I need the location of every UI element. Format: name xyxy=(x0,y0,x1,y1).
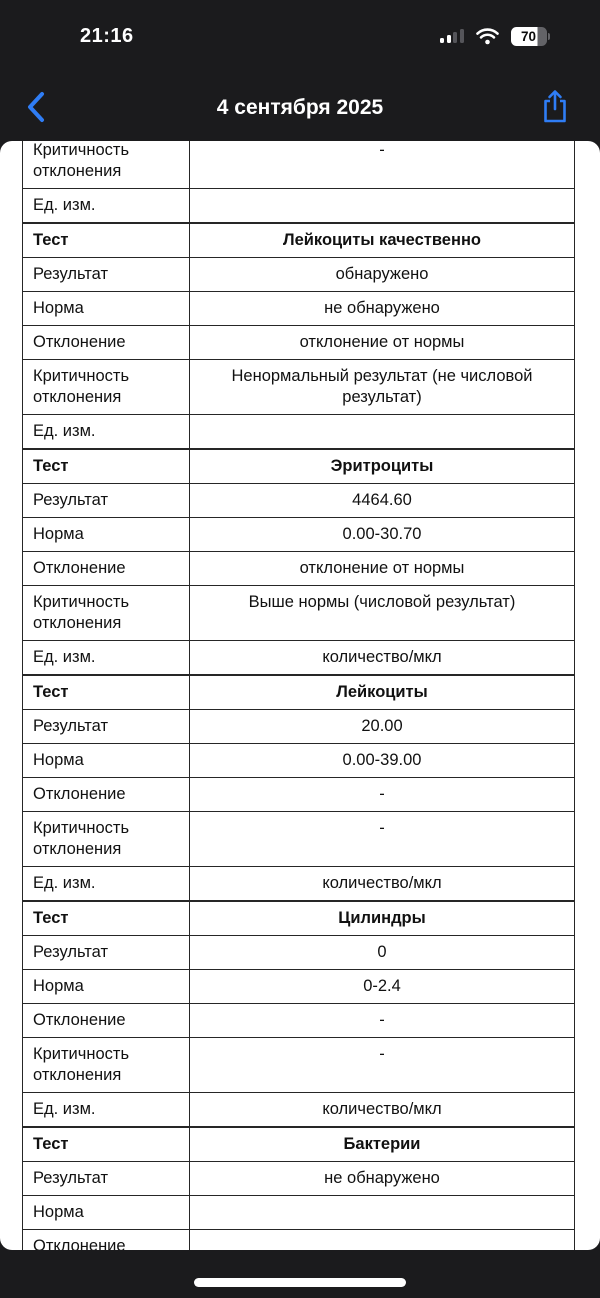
row-label: Отклонение xyxy=(23,778,190,812)
table-row xyxy=(23,360,575,415)
row-label: Результат xyxy=(23,936,190,970)
row-value: 0.00-39.00 xyxy=(190,744,575,778)
share-button[interactable] xyxy=(540,84,574,130)
table-row xyxy=(23,1127,575,1162)
row-value: обнаружено xyxy=(190,258,575,292)
row-value: - xyxy=(190,1038,575,1093)
row-value: 20.00 xyxy=(190,710,575,744)
row-label: Ед. изм. xyxy=(23,1093,190,1128)
row-value: отклонение от нормы xyxy=(190,326,575,360)
row-value: не обнаружено xyxy=(190,1162,575,1196)
table-row xyxy=(23,484,575,518)
table-row xyxy=(23,710,575,744)
table-row xyxy=(23,778,575,812)
row-label: Ед. изм. xyxy=(23,415,190,450)
home-indicator[interactable] xyxy=(194,1278,406,1287)
table-row xyxy=(23,641,575,676)
table-row xyxy=(23,189,575,224)
row-value: - xyxy=(190,1004,575,1038)
row-label: Отклонение xyxy=(23,326,190,360)
results-table xyxy=(22,141,575,1250)
row-label: Норма xyxy=(23,744,190,778)
row-value xyxy=(190,1230,575,1251)
table-row xyxy=(23,1004,575,1038)
table-row xyxy=(23,1162,575,1196)
row-label: Тест xyxy=(23,901,190,936)
row-label: Тест xyxy=(23,675,190,710)
row-label: Результат xyxy=(23,258,190,292)
row-label: Результат xyxy=(23,1162,190,1196)
status-bar xyxy=(0,0,600,64)
row-value: Ненормальный результат (не числовой результат) xyxy=(190,360,575,415)
table-row xyxy=(23,744,575,778)
row-label: Критичность отклонения xyxy=(23,360,190,415)
status-icons xyxy=(440,27,550,46)
row-label: Критичность отклонения xyxy=(23,586,190,641)
row-label: Норма xyxy=(23,970,190,1004)
chevron-left-icon xyxy=(26,90,46,124)
row-value: - xyxy=(190,778,575,812)
table-row xyxy=(23,1196,575,1230)
table-row xyxy=(23,552,575,586)
row-label: Отклонение xyxy=(23,1230,190,1251)
row-value: количество/мкл xyxy=(190,867,575,902)
battery-percent: 70 xyxy=(520,28,537,44)
table-row xyxy=(23,141,575,189)
table-row xyxy=(23,449,575,484)
table-row xyxy=(23,292,575,326)
table-row xyxy=(23,518,575,552)
table-row xyxy=(23,867,575,902)
row-label: Тест xyxy=(23,1127,190,1162)
row-label: Норма xyxy=(23,518,190,552)
table-row xyxy=(23,1230,575,1251)
table-row xyxy=(23,936,575,970)
table-row xyxy=(23,1038,575,1093)
row-value: 0-2.4 xyxy=(190,970,575,1004)
battery-icon xyxy=(511,27,551,46)
row-label: Отклонение xyxy=(23,1004,190,1038)
row-value xyxy=(190,189,575,224)
row-value: Выше нормы (числовой результат) xyxy=(190,586,575,641)
row-label: Отклонение xyxy=(23,552,190,586)
row-value: не обнаружено xyxy=(190,292,575,326)
row-label: Результат xyxy=(23,484,190,518)
row-value: Лейкоциты качественно xyxy=(190,223,575,258)
row-value: количество/мкл xyxy=(190,641,575,676)
row-value: - xyxy=(190,812,575,867)
row-label: Ед. изм. xyxy=(23,189,190,224)
back-button[interactable] xyxy=(26,84,60,130)
row-value xyxy=(190,1196,575,1230)
row-value: Лейкоциты xyxy=(190,675,575,710)
row-value: отклонение от нормы xyxy=(190,552,575,586)
table-row xyxy=(23,812,575,867)
row-value: Бактерии xyxy=(190,1127,575,1162)
table-row xyxy=(23,675,575,710)
row-value: количество/мкл xyxy=(190,1093,575,1128)
row-value: Цилиндры xyxy=(190,901,575,936)
table-row xyxy=(23,1093,575,1128)
table-row xyxy=(23,258,575,292)
table-row xyxy=(23,586,575,641)
row-value: 4464.60 xyxy=(190,484,575,518)
table-row xyxy=(23,970,575,1004)
table-row xyxy=(23,901,575,936)
page-title: 4 сентября 2025 xyxy=(216,96,384,119)
row-label: Ед. изм. xyxy=(23,867,190,902)
status-time: 21:16 xyxy=(80,24,134,47)
row-label: Ед. изм. xyxy=(23,641,190,676)
row-label: Критичность отклонения xyxy=(23,141,190,189)
cellular-signal-icon xyxy=(440,29,464,43)
row-label: Критичность отклонения xyxy=(23,1038,190,1093)
table-row xyxy=(23,415,575,450)
share-icon xyxy=(540,88,570,126)
document-page[interactable] xyxy=(0,141,600,1250)
row-label: Тест xyxy=(23,223,190,258)
row-value: Эритроциты xyxy=(190,449,575,484)
row-label: Тест xyxy=(23,449,190,484)
row-label: Критичность отклонения xyxy=(23,812,190,867)
table-row xyxy=(23,223,575,258)
row-value: 0 xyxy=(190,936,575,970)
wifi-icon xyxy=(476,28,499,45)
row-label: Норма xyxy=(23,1196,190,1230)
row-value: 0.00-30.70 xyxy=(190,518,575,552)
row-value xyxy=(190,415,575,450)
nav-bar xyxy=(0,80,600,136)
bottom-bar xyxy=(0,1250,600,1298)
results-table-body xyxy=(23,141,575,1250)
row-label: Результат xyxy=(23,710,190,744)
table-row xyxy=(23,326,575,360)
row-value: - xyxy=(190,141,575,189)
row-label: Норма xyxy=(23,292,190,326)
